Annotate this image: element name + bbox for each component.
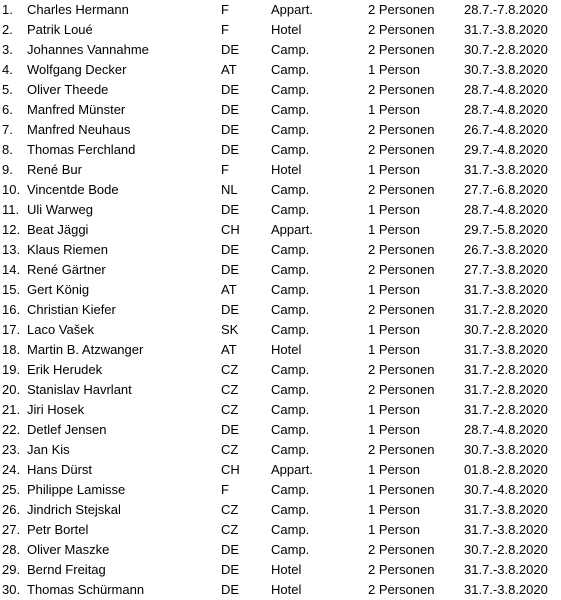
list-item <box>0 320 561 340</box>
row-number: 2. <box>2 22 13 37</box>
person-count: 2 Personen <box>368 182 435 197</box>
date-range: 01.8.-2.8.2020 <box>464 462 548 477</box>
participant-name: Oliver Theede <box>27 82 109 97</box>
date-range: 28.7.-4.8.2020 <box>464 422 548 437</box>
row-number: 16. <box>2 302 21 317</box>
row-number: 6. <box>2 102 13 117</box>
list-item <box>0 200 561 220</box>
date-range: 30.7.-2.8.2020 <box>464 42 548 57</box>
date-range: 26.7.-3.8.2020 <box>464 242 548 257</box>
list-item <box>0 280 561 300</box>
country-code: F <box>221 482 229 497</box>
accommodation-type: Hotel <box>271 582 302 597</box>
row-number: 23. <box>2 442 21 457</box>
country-code: DE <box>221 542 240 557</box>
accommodation-type: Camp. <box>271 302 310 317</box>
list-item <box>0 80 561 100</box>
country-code: DE <box>221 122 240 137</box>
accommodation-type: Hotel <box>271 22 302 37</box>
row-number: 17. <box>2 322 21 337</box>
person-count: 1 Person <box>368 502 421 517</box>
person-count: 1 Person <box>368 202 421 217</box>
row-number: 24. <box>2 462 21 477</box>
participant-name: Manfred Münster <box>27 102 126 117</box>
participant-name: Stanislav Havrlant <box>27 382 132 397</box>
participant-name: Christian Kiefer <box>27 302 116 317</box>
date-range: 29.7.-5.8.2020 <box>464 222 548 237</box>
list-item <box>0 360 561 380</box>
list-item <box>0 560 561 580</box>
row-number: 29. <box>2 562 21 577</box>
country-code: DE <box>221 422 240 437</box>
country-code: CZ <box>221 502 239 517</box>
person-count: 2 Personen <box>368 122 435 137</box>
accommodation-type: Camp. <box>271 382 310 397</box>
row-number: 15. <box>2 282 21 297</box>
date-range: 31.7.-3.8.2020 <box>464 522 548 537</box>
accommodation-type: Camp. <box>271 322 310 337</box>
accommodation-type: Camp. <box>271 362 310 377</box>
participant-name: Gert König <box>27 282 90 297</box>
participant-name: Jindrich Stejskal <box>27 502 121 517</box>
row-number: 30. <box>2 582 21 597</box>
accommodation-type: Camp. <box>271 542 310 557</box>
list-item <box>0 520 561 540</box>
country-code: AT <box>221 342 237 357</box>
list-item <box>0 60 561 80</box>
row-number: 26. <box>2 502 21 517</box>
person-count: 1 Person <box>368 222 421 237</box>
list-item <box>0 440 561 460</box>
row-number: 10. <box>2 182 21 197</box>
person-count: 1 Person <box>368 282 421 297</box>
participant-name: Martin B. Atzwanger <box>27 342 144 357</box>
row-number: 9. <box>2 162 13 177</box>
list-item <box>0 100 561 120</box>
date-range: 26.7.-4.8.2020 <box>464 122 548 137</box>
list-item <box>0 0 561 20</box>
accommodation-type: Camp. <box>271 502 310 517</box>
person-count: 2 Personen <box>368 382 435 397</box>
person-count: 2 Personen <box>368 542 435 557</box>
country-code: CZ <box>221 382 239 397</box>
list-item <box>0 20 561 40</box>
date-range: 30.7.-2.8.2020 <box>464 322 548 337</box>
accommodation-type: Appart. <box>271 222 313 237</box>
participant-name: René Bur <box>27 162 82 177</box>
row-number: 22. <box>2 422 21 437</box>
row-number: 18. <box>2 342 21 357</box>
person-count: 1 Person <box>368 422 421 437</box>
date-range: 28.7.-4.8.2020 <box>464 202 548 217</box>
country-code: DE <box>221 262 240 277</box>
accommodation-type: Hotel <box>271 562 302 577</box>
country-code: DE <box>221 102 240 117</box>
country-code: DE <box>221 242 240 257</box>
row-number: 11. <box>2 202 20 217</box>
accommodation-type: Camp. <box>271 202 310 217</box>
country-code: AT <box>221 62 237 77</box>
date-range: 31.7.-2.8.2020 <box>464 402 548 417</box>
list-item <box>0 300 561 320</box>
date-range: 31.7.-3.8.2020 <box>464 22 548 37</box>
participant-name: Hans Dürst <box>27 462 93 477</box>
date-range: 31.7.-3.8.2020 <box>464 582 548 597</box>
person-count: 1 Person <box>368 62 421 77</box>
country-code: DE <box>221 202 240 217</box>
country-code: DE <box>221 582 240 597</box>
accommodation-type: Camp. <box>271 242 310 257</box>
participant-name: Jiri Hosek <box>27 402 85 417</box>
accommodation-type: Camp. <box>271 402 310 417</box>
country-code: DE <box>221 302 240 317</box>
country-code: DE <box>221 142 240 157</box>
participant-name: Philippe Lamisse <box>27 482 126 497</box>
row-number: 25. <box>2 482 21 497</box>
accommodation-type: Camp. <box>271 422 310 437</box>
row-number: 12. <box>2 222 21 237</box>
row-number: 8. <box>2 142 13 157</box>
participant-name: Charles Hermann <box>27 2 129 17</box>
person-count: 2 Personen <box>368 142 435 157</box>
accommodation-type: Camp. <box>271 42 310 57</box>
person-count: 2 Personen <box>368 262 435 277</box>
row-number: 7. <box>2 122 13 137</box>
participant-name: Laco Vašek <box>27 322 94 337</box>
date-range: 28.7.-4.8.2020 <box>464 102 548 117</box>
date-range: 31.7.-3.8.2020 <box>464 282 548 297</box>
row-number: 27. <box>2 522 21 537</box>
accommodation-type: Camp. <box>271 62 310 77</box>
list-item <box>0 340 561 360</box>
participant-name: Detlef Jensen <box>27 422 107 437</box>
accommodation-type: Camp. <box>271 262 310 277</box>
person-count: 1 Person <box>368 162 421 177</box>
date-range: 30.7.-2.8.2020 <box>464 542 548 557</box>
date-range: 31.7.-2.8.2020 <box>464 382 548 397</box>
accommodation-type: Appart. <box>271 2 313 17</box>
participant-name: René Gärtner <box>27 262 106 277</box>
row-number: 13. <box>2 242 21 257</box>
participant-name: Petr Bortel <box>27 522 89 537</box>
accommodation-type: Camp. <box>271 82 310 97</box>
accommodation-type: Camp. <box>271 522 310 537</box>
list-item <box>0 460 561 480</box>
row-number: 19. <box>2 362 21 377</box>
list-item <box>0 580 561 600</box>
date-range: 28.7.-7.8.2020 <box>464 2 548 17</box>
person-count: 2 Personen <box>368 582 435 597</box>
person-count: 1 Person <box>368 102 421 117</box>
person-count: 2 Personen <box>368 42 435 57</box>
accommodation-type: Camp. <box>271 282 310 297</box>
participant-name: Jan Kis <box>27 442 70 457</box>
country-code: CZ <box>221 402 239 417</box>
person-count: 1 Person <box>368 522 421 537</box>
accommodation-type: Camp. <box>271 122 310 137</box>
person-count: 2 Personen <box>368 302 435 317</box>
country-code: CZ <box>221 442 239 457</box>
person-count: 1 Person <box>368 322 421 337</box>
list-item <box>0 400 561 420</box>
row-number: 1. <box>2 2 13 17</box>
participant-name: Wolfgang Decker <box>27 62 127 77</box>
date-range: 27.7.-6.8.2020 <box>464 182 548 197</box>
person-count: 2 Personen <box>368 242 435 257</box>
person-count: 2 Personen <box>368 442 435 457</box>
accommodation-type: Camp. <box>271 102 310 117</box>
country-code: F <box>221 22 229 37</box>
accommodation-type: Camp. <box>271 442 310 457</box>
date-range: 31.7.-3.8.2020 <box>464 502 548 517</box>
list-item <box>0 380 561 400</box>
date-range: 31.7.-3.8.2020 <box>464 162 548 177</box>
list-item <box>0 180 561 200</box>
country-code: DE <box>221 82 240 97</box>
list-item <box>0 260 561 280</box>
list-item <box>0 420 561 440</box>
participant-name: Thomas Schürmann <box>27 582 145 597</box>
participant-name: Beat Jäggi <box>27 222 89 237</box>
date-range: 29.7.-4.8.2020 <box>464 142 548 157</box>
list-item <box>0 160 561 180</box>
date-range: 30.7.-3.8.2020 <box>464 62 548 77</box>
list-item <box>0 120 561 140</box>
accommodation-type: Hotel <box>271 342 302 357</box>
country-code: DE <box>221 562 240 577</box>
person-count: 1 Person <box>368 462 421 477</box>
participant-name: Thomas Ferchland <box>27 142 136 157</box>
participant-name: Klaus Riemen <box>27 242 108 257</box>
date-range: 31.7.-2.8.2020 <box>464 302 548 317</box>
row-number: 20. <box>2 382 21 397</box>
country-code: F <box>221 162 229 177</box>
person-count: 1 Personen <box>368 482 435 497</box>
person-count: 2 Personen <box>368 562 435 577</box>
country-code: AT <box>221 282 237 297</box>
list-item <box>0 540 561 560</box>
participant-name: Bernd Freitag <box>27 562 106 577</box>
date-range: 31.7.-2.8.2020 <box>464 362 548 377</box>
accommodation-type: Hotel <box>271 162 302 177</box>
list-item <box>0 500 561 520</box>
row-number: 3. <box>2 42 13 57</box>
country-code: F <box>221 2 229 17</box>
person-count: 1 Person <box>368 402 421 417</box>
row-number: 14. <box>2 262 21 277</box>
accommodation-type: Appart. <box>271 462 313 477</box>
country-code: DE <box>221 42 240 57</box>
person-count: 2 Personen <box>368 2 435 17</box>
date-range: 30.7.-4.8.2020 <box>464 482 548 497</box>
participant-name: Patrik Loué <box>27 22 93 37</box>
person-count: 2 Personen <box>368 362 435 377</box>
country-code: CH <box>221 462 240 477</box>
participant-name: Vincentde Bode <box>27 182 119 197</box>
participant-name: Manfred Neuhaus <box>27 122 131 137</box>
date-range: 27.7.-3.8.2020 <box>464 262 548 277</box>
date-range: 31.7.-3.8.2020 <box>464 342 548 357</box>
country-code: CH <box>221 222 240 237</box>
accommodation-type: Camp. <box>271 482 310 497</box>
list-item <box>0 480 561 500</box>
country-code: CZ <box>221 522 239 537</box>
country-code: SK <box>221 322 239 337</box>
person-count: 1 Person <box>368 342 421 357</box>
list-item <box>0 140 561 160</box>
list-item <box>0 240 561 260</box>
row-number: 4. <box>2 62 13 77</box>
country-code: NL <box>221 182 238 197</box>
person-count: 2 Personen <box>368 22 435 37</box>
participant-name: Uli Warweg <box>27 202 93 217</box>
person-count: 2 Personen <box>368 82 435 97</box>
participant-name: Oliver Maszke <box>27 542 110 557</box>
accommodation-type: Camp. <box>271 142 310 157</box>
participant-name: Erik Herudek <box>27 362 103 377</box>
row-number: 28. <box>2 542 21 557</box>
accommodation-type: Camp. <box>271 182 310 197</box>
list-item <box>0 40 561 60</box>
date-range: 30.7.-3.8.2020 <box>464 442 548 457</box>
row-number: 5. <box>2 82 13 97</box>
date-range: 28.7.-4.8.2020 <box>464 82 548 97</box>
list-item <box>0 220 561 240</box>
date-range: 31.7.-3.8.2020 <box>464 562 548 577</box>
participant-name: Johannes Vannahme <box>27 42 149 57</box>
row-number: 21. <box>2 402 21 417</box>
country-code: CZ <box>221 362 239 377</box>
